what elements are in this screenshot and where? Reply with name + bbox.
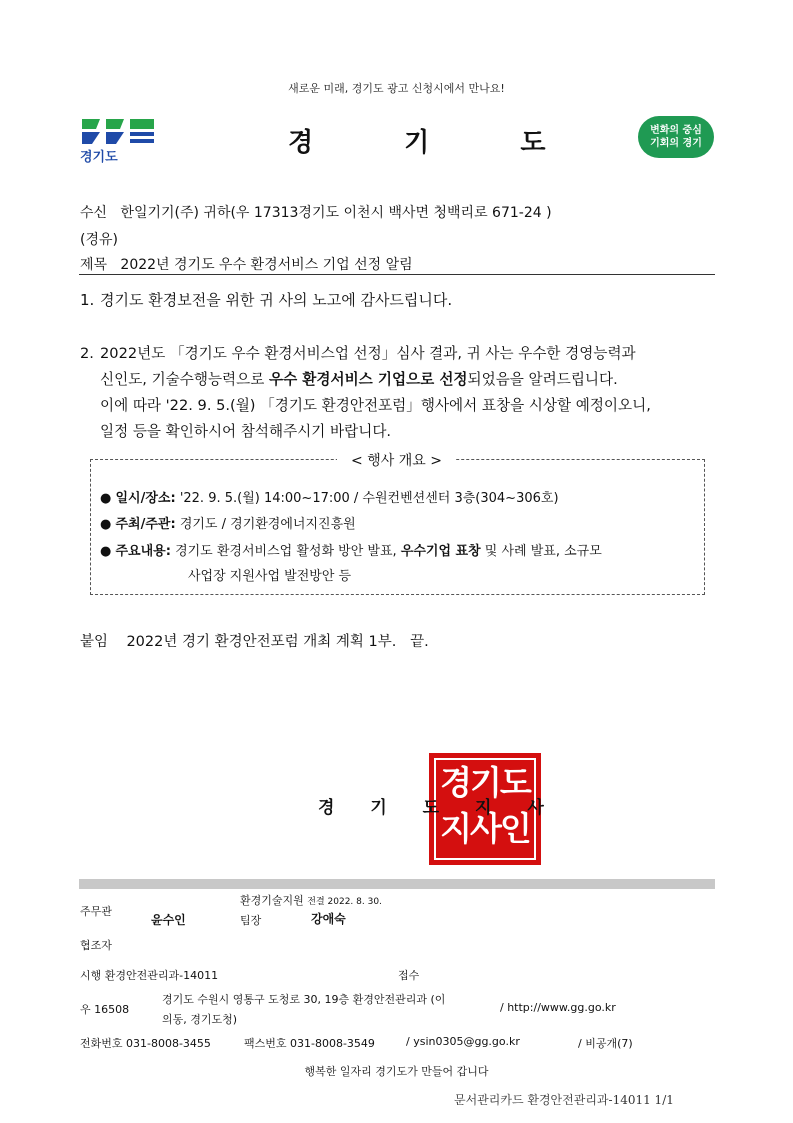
cooperator-label: 협조자 — [80, 939, 112, 952]
subject-label: 제목 — [80, 257, 108, 273]
slogan-badge — [638, 116, 714, 158]
seal-line2: 지사인 — [440, 809, 530, 848]
recipient-value: 한일기기(주) 귀하(우 17313경기도 이천시 백사면 청백리로 671-24 ) — [120, 205, 552, 221]
website-link[interactable]: / http://www.gg.go.kr — [500, 1001, 616, 1014]
badge-line2: 기회의 경기 — [650, 138, 702, 149]
fax-number: 팩스번호 031-8008-3549 — [244, 1037, 375, 1050]
approval-date: 전결 2022. 8. 30. — [307, 897, 382, 907]
paragraph-1 — [80, 287, 720, 313]
header-divider — [79, 274, 715, 275]
event-row-highlight: 우수기업 표창 — [400, 544, 481, 559]
event-row-label: 일시/장소: — [115, 491, 176, 506]
badge-line1: 변화의 중심 — [650, 125, 702, 136]
event-row-datetime — [100, 487, 559, 510]
exec-number: 시행 환경안전관리과-14011 — [80, 969, 219, 982]
bullet-icon: ● — [100, 517, 112, 532]
logo-text: 경기도 — [80, 150, 118, 165]
paragraph-2 — [80, 341, 720, 445]
sender-title: 경 기 도 지 사 — [318, 798, 544, 818]
subject-value: 2022년 경기도 우수 환경서비스 기업 선정 알림 — [120, 257, 413, 273]
org-title: 경 기 도 — [288, 128, 546, 158]
paragraph-2-line1: 2022년도 「경기도 우수 환경서비스업 선정」심사 결과, 귀 사는 우수한 경영능력과 — [100, 345, 636, 362]
attachment-label: 붙임 — [80, 634, 109, 650]
document-card-id: 문서관리카드 환경안전관리과-14011 1/1 — [454, 1093, 674, 1107]
paragraph-1-text: 경기도 환경보전을 위한 귀 사의 노고에 감사드립니다. — [100, 291, 453, 309]
event-row-host — [100, 513, 356, 536]
event-row-value-c: 및 사례 발표, 소규모 — [480, 544, 602, 559]
paragraph-2-highlight: 우수 환경서비스 기업으로 선정 — [269, 371, 468, 388]
address-line1: 경기도 수원시 영통구 도청로 30, 19층 환경안전관리과 (이 — [162, 993, 446, 1006]
staff-label: 주무관 — [80, 905, 112, 918]
event-row-label: 주최/주관: — [115, 517, 176, 532]
lead-label: 팀장 — [240, 914, 262, 927]
paragraph-2-line3: 이에 따라 '22. 9. 5.(월) 「경기도 환경안전포럼」행사에서 표창을 시상할 예정이오니, — [100, 397, 651, 414]
attachment-row — [80, 630, 429, 651]
address-line2: 의동, 경기도청) — [162, 1013, 238, 1026]
staff-name: 윤수인 — [151, 913, 186, 927]
event-row-value-a: 경기도 환경서비스업 활성화 방안 발표, — [175, 544, 401, 559]
seal-line1: 경기도 — [440, 763, 530, 802]
recipient-row — [80, 202, 552, 222]
via: (경유) — [80, 232, 118, 248]
disclosure-status: / 비공개(7) — [578, 1037, 633, 1050]
bullet-icon: ● — [100, 491, 112, 506]
paragraph-1-number: 1. — [80, 291, 95, 309]
event-row-label: 주요내용: — [115, 544, 171, 559]
event-row-content — [100, 540, 602, 563]
approval-dept — [240, 892, 382, 908]
motto: 행복한 일자리 경기도가 만들어 갑니다 — [304, 1065, 489, 1078]
paragraph-2-line2c: 되었음을 알려드립니다. — [467, 371, 618, 388]
dept-name: 환경기술지원 — [240, 894, 304, 907]
paragraph-2-line2a: 신인도, 기술수행능력으로 — [100, 371, 269, 388]
bullet-icon: ● — [100, 544, 112, 559]
footer-band — [79, 879, 715, 889]
paragraph-2-line4: 일정 등을 확인하시어 참석해주시기 바랍니다. — [100, 423, 392, 440]
subject-row — [80, 254, 413, 274]
event-row-value: '22. 9. 5.(월) 14:00~17:00 / 수원컨벤션센터 3층(304~306호) — [179, 491, 559, 506]
event-summary-title: < 행사 개요 > — [0, 450, 793, 470]
phone-number: 전화번호 031-8008-3455 — [80, 1037, 211, 1050]
attachment-value: 2022년 경기 환경안전포럼 개최 계획 1부. — [126, 634, 397, 650]
attachment-end: 끝. — [410, 634, 429, 650]
event-row-content-line2: 사업장 지원사업 발전방안 등 — [188, 569, 352, 584]
receive-label: 접수 — [398, 969, 420, 982]
email-address[interactable]: / ysin0305@gg.go.kr — [406, 1035, 520, 1048]
zip-code: 우 16508 — [80, 1003, 130, 1016]
paragraph-2-number: 2. — [80, 345, 94, 362]
slogan: 새로운 미래, 경기도 광고 신청시에서 만나요! — [288, 82, 505, 95]
event-row-value: 경기도 / 경기환경에너지진흥원 — [179, 517, 356, 532]
recipient-label: 수신 — [80, 205, 108, 221]
lead-name: 강애숙 — [311, 912, 346, 926]
